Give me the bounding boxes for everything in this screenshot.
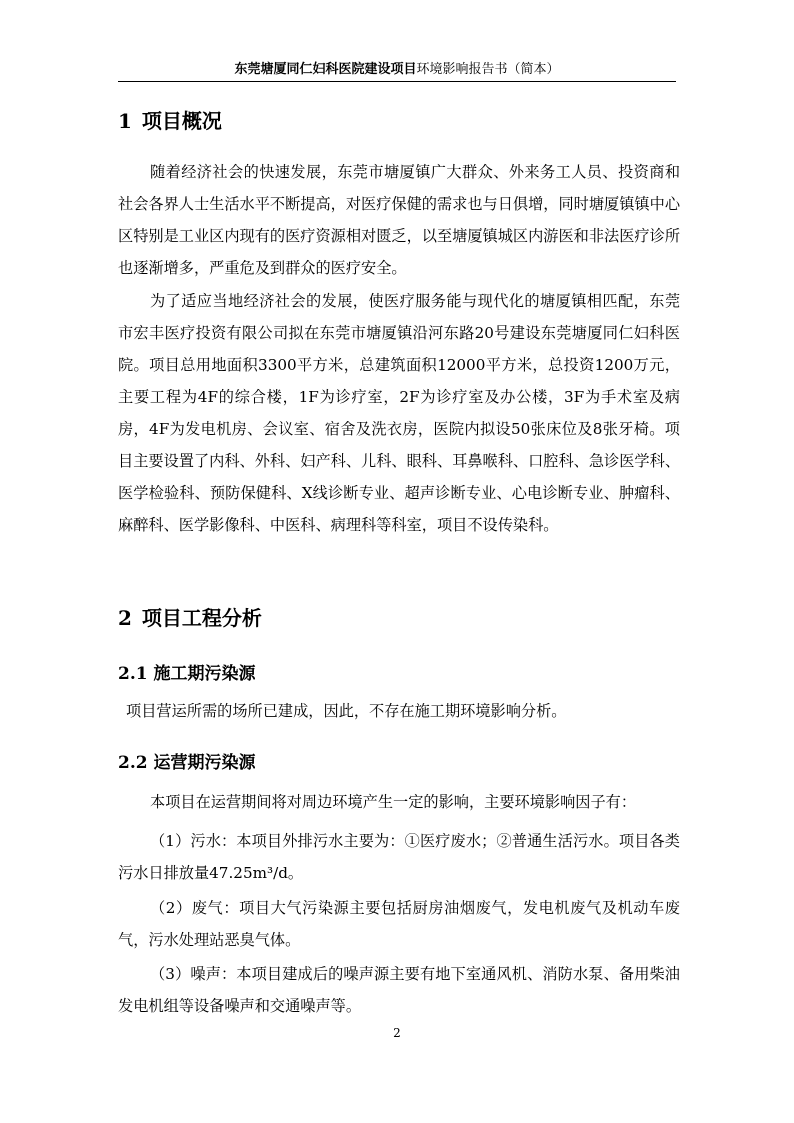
section-2-2-heading: 2.2 运营期污染源 <box>118 753 256 773</box>
header-divider <box>118 81 676 82</box>
header-title-rest: 环境影响报告书（简本） <box>416 62 560 77</box>
section-1-title: 项目概况 <box>141 109 222 133</box>
page-number: 2 <box>393 1026 401 1040</box>
section-2-number: 2 <box>118 606 132 630</box>
section-1-number: 1 <box>118 109 132 133</box>
section-2-2-intro: 本项目在运营期间将对周边环境产生一定的影响，主要环境影响因子有： <box>150 793 636 811</box>
section-2-1-heading: 2.1 施工期污染源 <box>118 664 256 684</box>
section-2-1-paragraph: 项目营运所需的场所已建成，因此，不存在施工期环境影响分析。 <box>126 702 567 720</box>
header-title-bold: 东莞塘厦同仁妇科医院建设项目 <box>234 62 417 77</box>
section-1-paragraph-2: 为了适应当地经济社会的发展，使医疗服务能与现代化的塘厦镇相匹配，东莞市宏丰医疗投资有限公司拟在东莞市塘厦镇沿河东路20号建设东莞塘厦同仁妇科医院。项目总用地面积3300平方米，总建筑面积12000平方米，总投资1200万元，主要工程为4F的综合楼，1F为诊疗室，2F为诊疗室及办公楼，3F为手术室及病房，4F为发电机房、会议室、宿舍及洗衣房，医院内拟设50张床位及8张牙椅。项目主要设置了内科、外科、妇产科、儿科、眼科、耳鼻喉科、口腔科、急诊医学科、医学检验科、预防保健科、X线诊断专业、超声诊断专业、心电诊断专业、肿瘤科、麻醉科、医学影像科、中医科、病理科等科室，项目不设传染科。 <box>118 292 680 534</box>
section-2-title: 项目工程分析 <box>141 606 262 630</box>
section-2-2-item-exhaust: （2）废气：项目大气污染源主要包括厨房油烟废气，发电机废气及机动车废气，污水处理站恶臭气体。 <box>118 899 680 949</box>
section-1-heading <box>118 108 222 134</box>
section-1-paragraph-1: 随着经济社会的快速发展，东莞市塘厦镇广大群众、外来务工人员、投资商和社会各界人士生活水平不断提高，对医疗保健的需求也与日俱增，同时塘厦镇镇中心区特别是工业区内现有的医疗资源相对匮乏，以至塘厦镇城区内游医和非法医疗诊所也逐渐增多，严重危及到群众的医疗安全。 <box>118 163 680 277</box>
section-2-heading <box>118 605 262 631</box>
section-2-2-item-noise: （3）噪声：本项目建成后的噪声源主要有地下室通风机、消防水泵、备用柴油发电机组等设备噪声和交通噪声等。 <box>118 965 680 1015</box>
section-2-2-item-wastewater: （1）污水：本项目外排污水主要为：①医疗废水；②普通生活污水。项目各类污水日排放量47.25m³/d。 <box>118 832 680 882</box>
running-header <box>118 62 676 78</box>
